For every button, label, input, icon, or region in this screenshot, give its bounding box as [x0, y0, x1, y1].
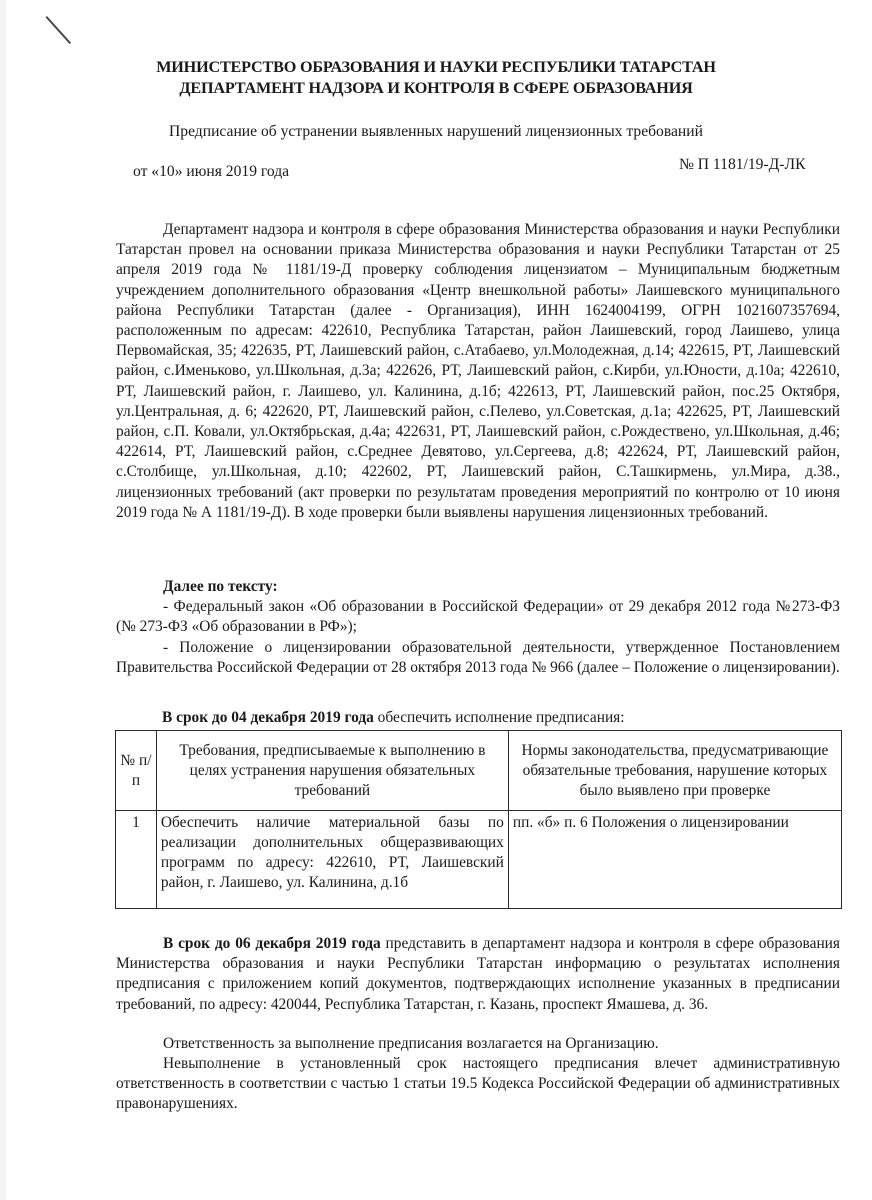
document-title: Предписание об устранении выявленных нарушений лицензионных требований [169, 123, 703, 140]
cell-number: 1 [116, 811, 157, 909]
column-header-number: № п/п [116, 731, 157, 811]
requirements-table [115, 730, 842, 909]
deadline-execution-date: В срок до 04 декабря 2019 года [162, 709, 374, 726]
responsibility-paragraph: Ответственность за выполнение предписания возлагается на Организацию. [163, 1035, 659, 1052]
deadline-report-date: В срок до 06 декабря 2019 года [163, 935, 381, 952]
document-date: от «10» июня 2019 года [133, 163, 290, 180]
column-header-requirement: Требования, предписываемые к выполнению в целях устранения нарушения обязательных требований [156, 731, 508, 811]
main-paragraph: Департамент надзора и контроля в сфере образования Министерства образования и науки Республики Татарстан провел на основании приказа Министерства образования и науки Республики Татарстан от 25 апреля 2019 года № 1181/19-Д проверку соблюдения лицензиатом – Муниципальным бюджетным учреждением дополнительного образования «Центр внешкольной работы» Лаишевского муниципального района Республики Татарстан (далее - Организация), ИНН 1624004199, ОГРН 1021607357694, расположенным по адресам: 422610, Республика Татарстан, район Лаишевский, город Лаишево, улица Первомайская, 35; 422635, РТ, Лаишевский район, с.Атабаево, ул.Молодежная, д.14; 422615, РТ, Лаишевский район, с.Именьково, ул.Школьная, д.3а; 422626, РТ, Лаишевский район, с.Кирби, ул.Юности, д.10а; 422610, РТ, Лаишевский район, г. Лаишево, ул. Калинина, д.1б; 422613, РТ, Лаишевский район, пос.25 Октября, ул.Центральная, д. 6; 422620, РТ, Лаишевский район, с.Пелево, ул.Советская, д.1а; 422625, РТ, Лаишевский район, с.П. Ковали, ул.Октябрьская, д.4а; 422631, РТ, Лаишевский район, с.Рождествено, ул.Школьная, д.46; 422614, РТ, Лаишевский район, с.Среднее Девятово, ул.Сергеева, д.8; 422624, РТ, Лаишевский район, с.Столбище, ул.Школьная, д.10; 422602, РТ, Лаишевский район, С.Ташкирмень, ул.Мира, д.38., лицензионных требований (акт проверки по результатам проведения мероприятий по контролю от 10 июня 2019 года № А 1181/19-Д). В ходе проверки были выявлены нарушения лицензионных требований. [116, 221, 840, 521]
deadline-execution-text: обеспечить исполнение предписания: [373, 709, 625, 726]
scan-edge [0, 0, 6, 1200]
further-item-law: - Федеральный закон «Об образовании в Российской Федерации» от 29 декабря 2012 года №273-ФЗ (№ 273-ФЗ «Об образовании в РФ»); [116, 598, 840, 636]
cell-requirement: Обеспечить наличие материальной базы по реализации дополнительных общеразвивающих программ по адресу: 422610, РТ, Лаишевский район, г. Лаишево, ул. Калинина, д.1б [156, 811, 508, 909]
pen-mark [46, 16, 72, 44]
table-header-row [116, 731, 842, 811]
non-execution-paragraph: Невыполнение в установленный срок настоящего предписания влечет административную ответственность в соответствии с частью 1 статьи 19.5 Кодекса Российской Федерации об административных правонарушениях. [116, 1055, 840, 1113]
column-header-norm: Нормы законодательства, предусматривающие обязательные требования, нарушение которых было выявлено при проверке [508, 731, 841, 811]
further-section [116, 577, 840, 678]
cell-norm: пп. «б» п. 6 Положения о лицензировании [508, 811, 841, 909]
deadline-report-text: представить в департамент надзора и контроля в сфере образования Министерства образования и науки Республики Татарстан информацию о результатах исполнения предписания с приложением копий документов, подтверждающих исполнение указанных в предписании требований, по адресу: 420044, Республика Татарстан, г. Казань, проспект Ямашева, д. 36. [116, 935, 840, 1013]
table-row [116, 811, 842, 909]
deadline-report-paragraph [116, 934, 840, 1015]
department-heading: ДЕПАРТАМЕНТ НАДЗОРА И КОНТРОЛЯ В СФЕРЕ ОБРАЗОВАНИЯ [179, 79, 693, 97]
further-heading: Далее по тексту: [163, 578, 278, 595]
ministry-heading: МИНИСТЕРСТВО ОБРАЗОВАНИЯ И НАУКИ РЕСПУБЛИКИ ТАТАРСТАН [156, 58, 716, 76]
further-item-regulation: - Положение о лицензировании образовательной деятельности, утвержденное Постановлением Правительства Российской Федерации от 28 октября 2013 года № 966 (далее – Положение о лицензировании). [116, 638, 840, 676]
document-number: № П 1181/19-Д-ЛК [679, 156, 806, 173]
deadline-execution [162, 709, 625, 727]
